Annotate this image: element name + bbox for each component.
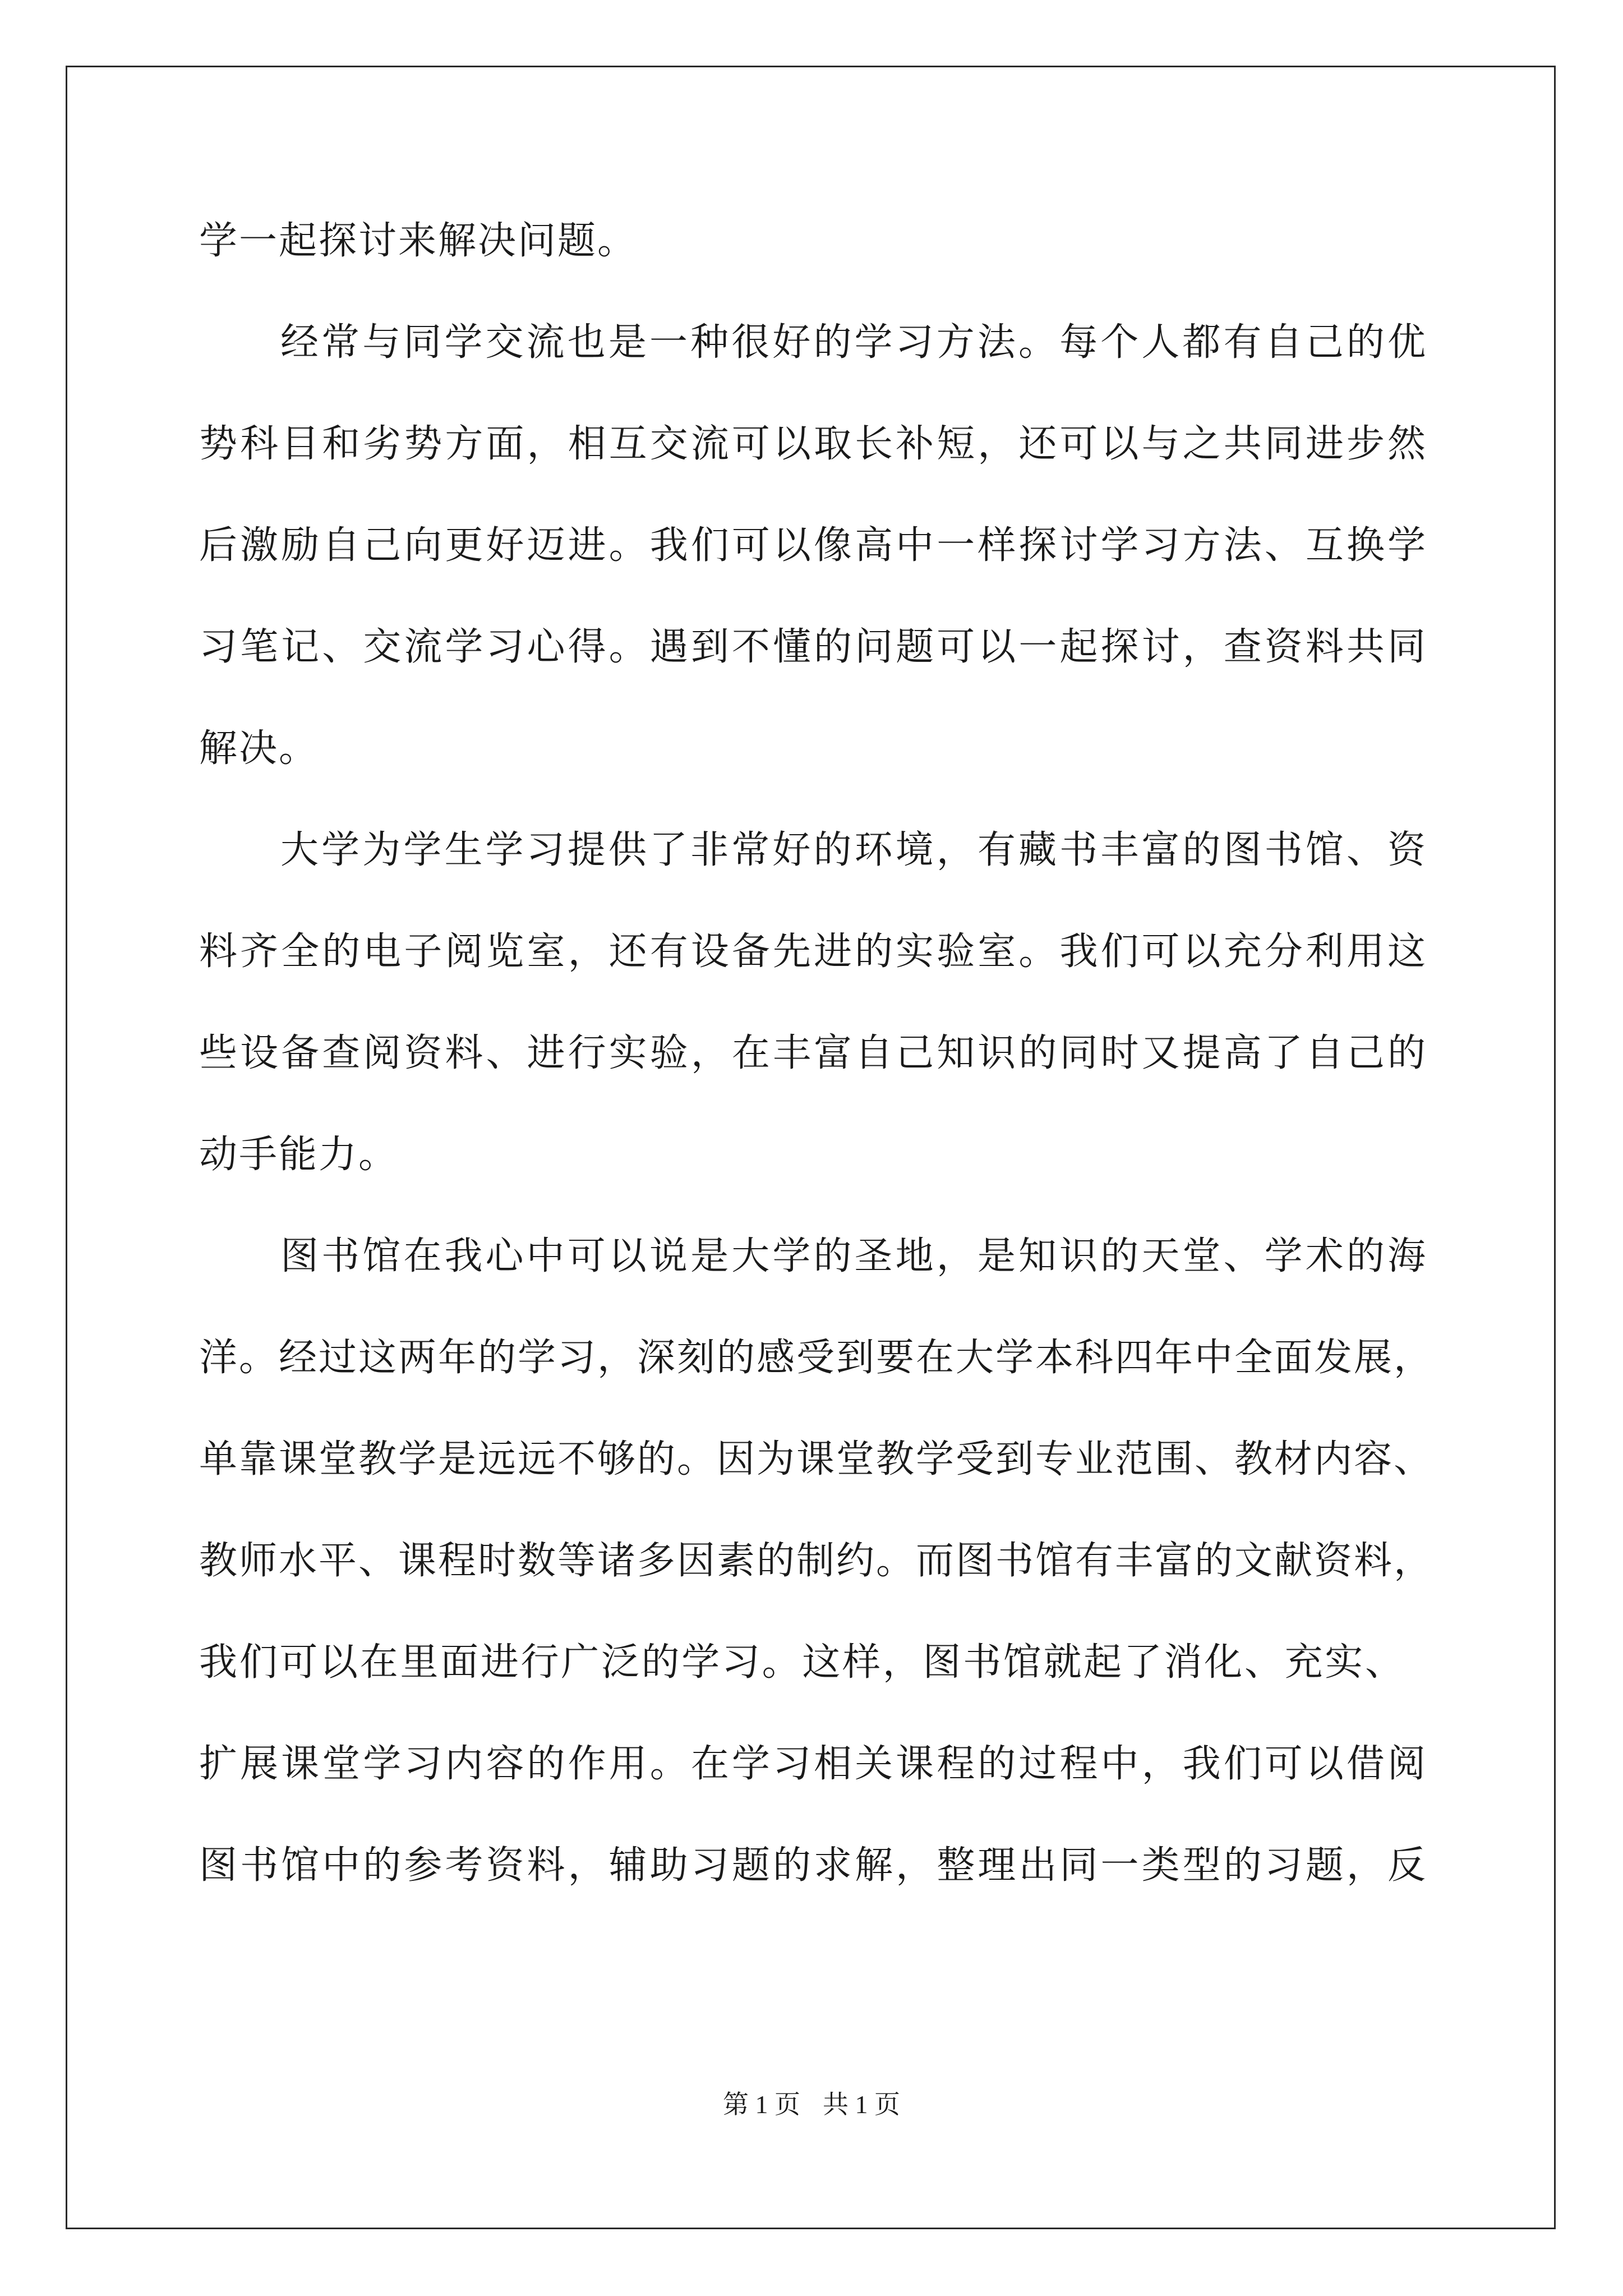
text-line: 料齐全的电子阅览室，还有设备先进的实验室。我们可以充分利用这 (199, 930, 1427, 974)
text-line: 大学为学生学习提供了非常好的环境，有藏书丰富的图书馆、资 (280, 828, 1427, 872)
text-line: 图书馆在我心中可以说是大学的圣地，是知识的天堂、学术的海 (280, 1234, 1427, 1278)
text-line: 扩展课堂学习内容的作用。在学习相关课程的过程中，我们可以借阅 (199, 1742, 1427, 1786)
text-line: 洋。经过这两年的学习，深刻的感受到要在大学本科四年中全面发展， (199, 1336, 1434, 1380)
text-line: 单靠课堂教学是远远不够的。因为课堂教学受到专业范围、教材内容、 (199, 1437, 1434, 1481)
text-line: 教师水平、课程时数等诸多因素的制约。而图书馆有丰富的文献资料， (199, 1539, 1434, 1583)
text-line: 后激励自己向更好迈进。我们可以像高中一样探讨学习方法、互换学 (199, 523, 1427, 568)
page-total: 共 1 页 (823, 2090, 900, 2119)
page-number: 第 1 页 (723, 2090, 800, 2119)
page-footer (0, 2084, 1623, 2121)
text-line: 图书馆中的参考资料，辅助习题的求解，整理出同一类型的习题，反 (199, 1843, 1427, 1888)
text-line: 些设备查阅资料、进行实验，在丰富自己知识的同时又提高了自己的 (199, 1031, 1427, 1075)
text-line: 我们可以在里面进行广泛的学习。这样，图书馆就起了消化、充实、 (199, 1640, 1405, 1685)
text-line: 解决。 (199, 726, 319, 771)
text-line: 势科目和劣势方面，相互交流可以取长补短，还可以与之共同进步然 (199, 422, 1427, 466)
text-line: 学一起探讨来解决问题。 (199, 219, 638, 263)
text-line: 动手能力。 (199, 1133, 399, 1177)
text-line: 经常与同学交流也是一种很好的学习方法。每个人都有自己的优 (280, 320, 1427, 365)
text-line: 习笔记、交流学习心得。遇到不懂的问题可以一起探讨，查资料共同 (199, 625, 1427, 669)
